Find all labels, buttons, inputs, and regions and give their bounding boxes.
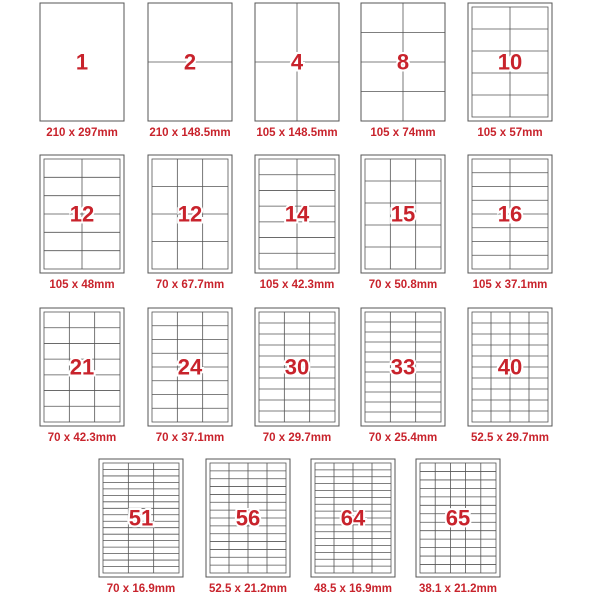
label-sheet xyxy=(361,155,445,291)
label-sheet xyxy=(255,308,339,444)
label-size-caption: 70 x 25.4mm xyxy=(368,432,438,444)
label-size-caption: 38.1 x 21.2mm xyxy=(418,583,498,595)
label-sheet xyxy=(468,3,552,139)
label-sheet xyxy=(468,308,552,444)
label-sheet xyxy=(148,308,232,444)
label-size-caption: 105 x 37.1mm xyxy=(472,279,548,291)
label-count: 24 xyxy=(177,354,203,380)
label-size-caption: 210 x 297mm xyxy=(46,127,118,139)
label-sheet xyxy=(468,155,552,291)
label-size-caption: 105 x 42.3mm xyxy=(259,279,335,291)
label-count: 1 xyxy=(75,49,89,75)
label-size-caption: 70 x 67.7mm xyxy=(155,279,225,291)
label-sheet xyxy=(40,308,124,444)
label-size-caption: 105 x 57mm xyxy=(477,127,543,139)
label-count: 56 xyxy=(235,505,261,531)
label-count: 30 xyxy=(284,354,310,380)
label-size-caption: 210 x 148.5mm xyxy=(149,127,231,139)
label-size-caption: 70 x 29.7mm xyxy=(262,432,332,444)
label-sheet xyxy=(40,155,124,291)
label-count: 65 xyxy=(445,505,471,531)
label-count: 64 xyxy=(340,505,366,531)
label-size-caption: 48.5 x 16.9mm xyxy=(313,583,393,595)
label-size-caption: 70 x 16.9mm xyxy=(106,583,176,595)
label-count: 40 xyxy=(497,354,523,380)
label-size-caption: 105 x 48mm xyxy=(49,279,115,291)
label-count: 10 xyxy=(497,49,523,75)
label-sheet xyxy=(148,155,232,291)
label-count: 21 xyxy=(69,354,95,380)
label-size-caption: 70 x 42.3mm xyxy=(47,432,117,444)
label-count: 4 xyxy=(290,49,304,75)
label-sheet xyxy=(148,3,232,139)
label-size-caption: 70 x 50.8mm xyxy=(368,279,438,291)
label-sheet xyxy=(416,459,500,595)
label-sheet xyxy=(206,459,290,595)
label-sheet xyxy=(255,155,339,291)
label-size-caption: 105 x 148.5mm xyxy=(256,127,338,139)
label-size-caption: 70 x 37.1mm xyxy=(155,432,225,444)
label-sheet xyxy=(255,3,339,139)
label-sheet xyxy=(40,3,124,139)
label-sheet xyxy=(99,459,183,595)
label-count: 15 xyxy=(390,201,416,227)
label-count: 16 xyxy=(497,201,523,227)
label-size-caption: 52.5 x 21.2mm xyxy=(208,583,288,595)
label-count: 14 xyxy=(284,201,310,227)
label-count: 33 xyxy=(390,354,416,380)
label-count: 12 xyxy=(69,201,95,227)
label-count: 2 xyxy=(183,49,197,75)
label-sheet xyxy=(361,3,445,139)
label-sheet xyxy=(361,308,445,444)
label-size-caption: 52.5 x 29.7mm xyxy=(470,432,550,444)
label-sheet xyxy=(311,459,395,595)
label-count: 8 xyxy=(396,49,410,75)
label-count: 51 xyxy=(128,505,154,531)
label-count: 12 xyxy=(177,201,203,227)
label-size-caption: 105 x 74mm xyxy=(370,127,436,139)
